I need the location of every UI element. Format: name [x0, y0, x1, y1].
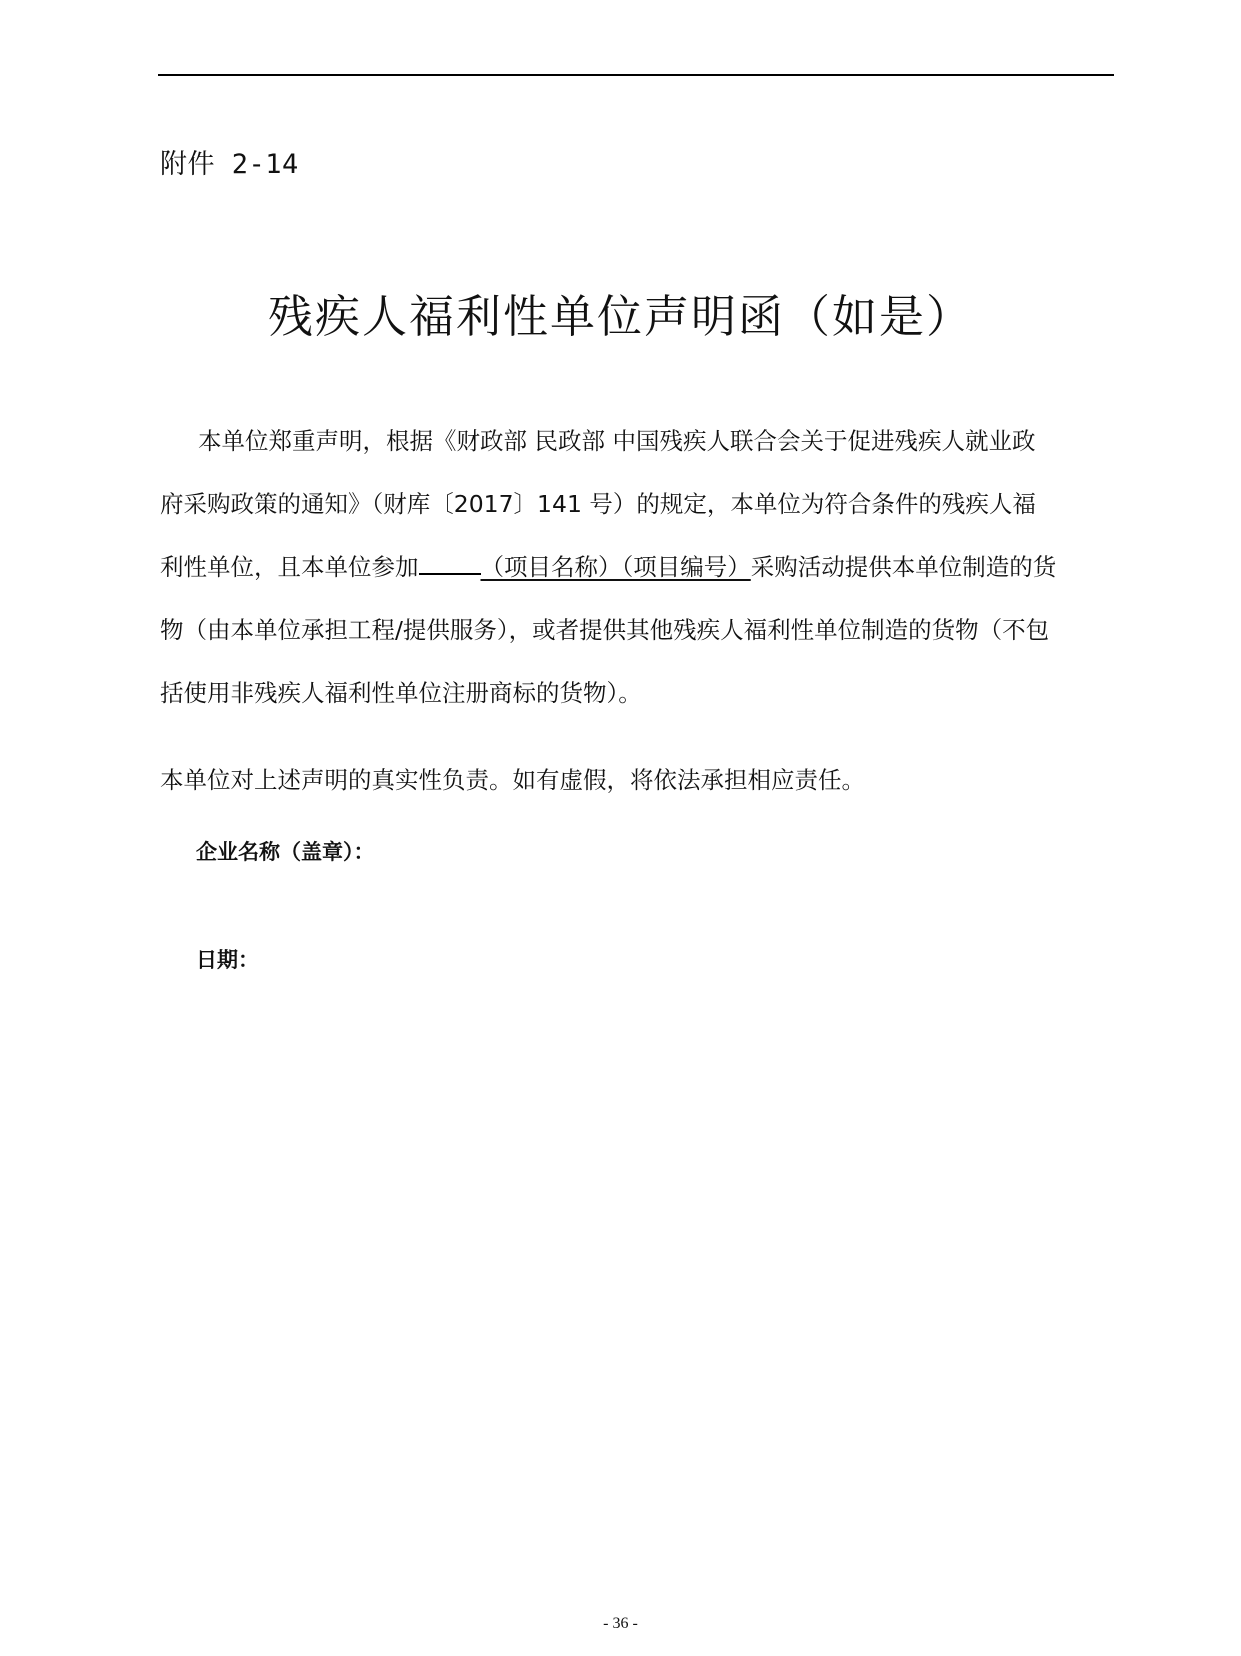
document-title: 残疾人福利性单位声明函（如是） — [267, 290, 973, 343]
project-blank — [419, 549, 481, 575]
company-name-label: 企业名称（盖章）： — [196, 840, 375, 864]
page-number: - 36 - — [603, 1615, 638, 1632]
body-line-1: 本单位郑重声明，根据《财政部 民政部 中国残疾人联合会关于促进残疾人就业政 — [198, 427, 1036, 455]
body-line-4: 物（由本单位承担工程/提供服务），或者提供其他残疾人福利性单位制造的货物（不包 — [160, 616, 1050, 644]
date-label: 日期： — [196, 948, 259, 972]
responsibility-statement: 本单位对上述声明的真实性负责。如有虚假，将依法承担相应责任。 — [160, 766, 865, 794]
body-line-5: 括使用非残疾人福利性单位注册商标的货物）。 — [160, 679, 642, 707]
project-placeholder: （项目名称）（项目编号） — [480, 553, 751, 581]
body-line-2: 府采购政策的通知》（财库〔2017〕141 号）的规定，本单位为符合条件的残疾人福 — [160, 490, 1036, 518]
declaration-paragraph — [160, 410, 1120, 725]
header-rule — [158, 74, 1114, 76]
body-line-3: 利性单位，且本单位参加 （项目名称）（项目编号）采购活动提供本单位制造的货 — [160, 536, 1120, 599]
attachment-number: 附件 2-14 — [160, 149, 299, 180]
